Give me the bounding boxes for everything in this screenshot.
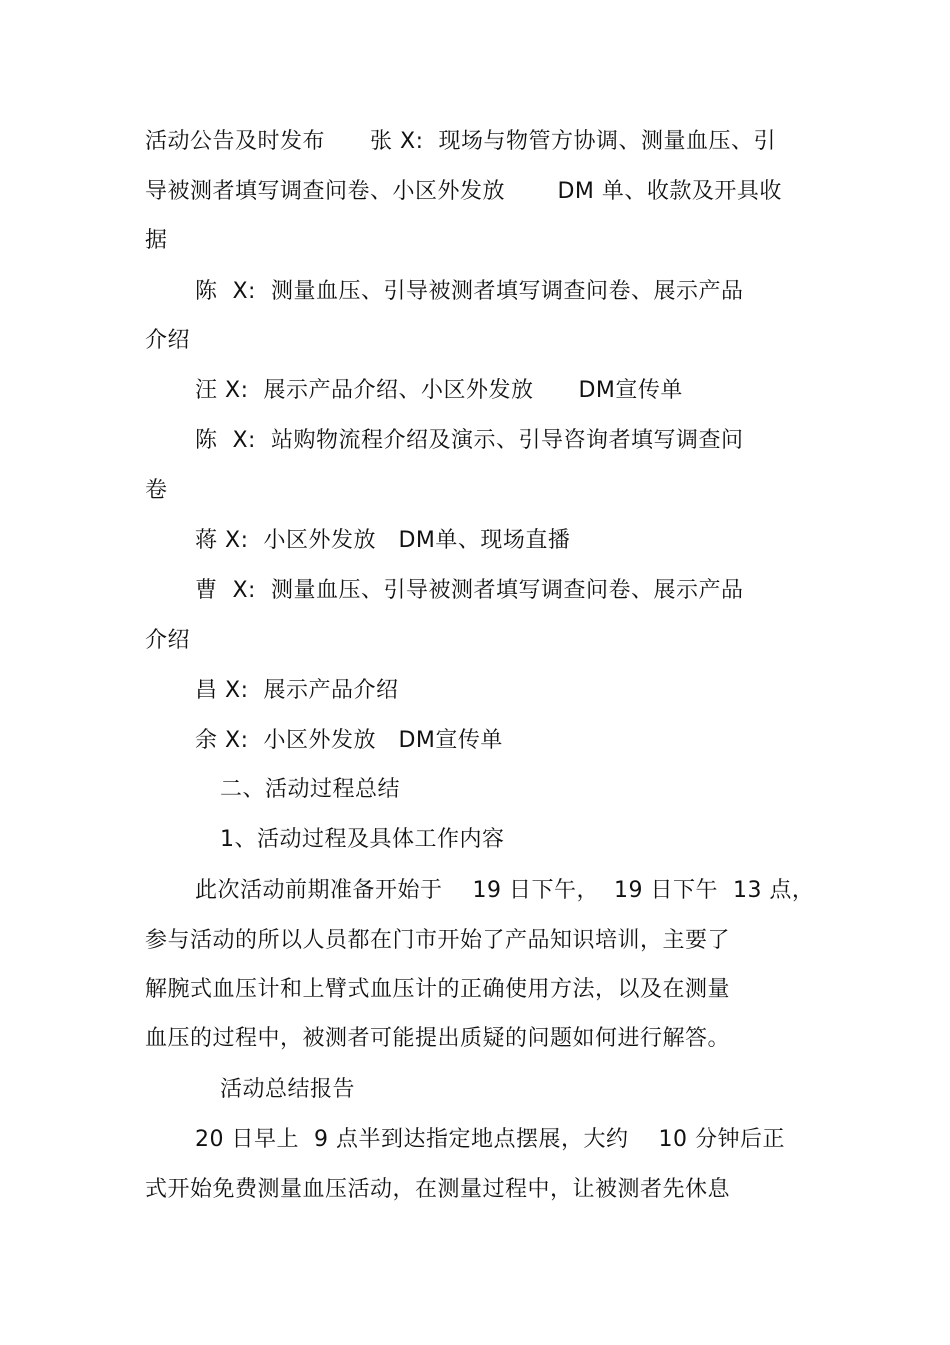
text-line: 介绍 — [145, 328, 191, 353]
section-heading: 二、活动过程总结 — [220, 777, 401, 802]
text-line: 据 — [145, 228, 168, 253]
text-line: 蒋 X: 小区外发放 DM单、现场直播 — [195, 528, 571, 553]
text-line: 导被测者填写调查问卷、小区外发放 DM 单、收款及开具收 — [145, 179, 782, 204]
text-line: 卷 — [145, 478, 168, 503]
text-line: 陈 X: 站购物流程介绍及演示、引导咨询者填写调查问 — [195, 428, 744, 453]
subsection-heading: 1、活动过程及具体工作内容 — [220, 827, 505, 852]
text-line: 介绍 — [145, 628, 191, 653]
text-line: 曹 X: 测量血压、引导被测者填写调查问卷、展示产品 — [195, 578, 744, 603]
text-line: 陈 X: 测量血压、引导被测者填写调查问卷、展示产品 — [195, 279, 744, 304]
text-line: 汪 X: 展示产品介绍、小区外发放 DM宣传单 — [195, 378, 683, 403]
text-line: 参与活动的所以人员都在门市开始了产品知识培训，主要了 — [145, 928, 731, 953]
text-line: 昌 X: 展示产品介绍 — [195, 678, 399, 703]
text-line: 活动公告及时发布 张 X: 现场与物管方协调、测量血压、引 — [145, 129, 776, 154]
text-line: 20 日早上 9 点半到达指定地点摆展，大约 10 分钟后正 — [195, 1127, 785, 1152]
text-line: 血压的过程中，被测者可能提出质疑的问题如何进行解答。 — [145, 1026, 731, 1051]
text-line: 此次活动前期准备开始于 19 日下午， 19 日下午 13 点， — [195, 878, 815, 903]
text-line: 式开始免费测量血压活动，在测量过程中，让被测者先休息 — [145, 1177, 731, 1202]
text-line: 解腕式血压计和上臂式血压计的正确使用方法，以及在测量 — [145, 977, 731, 1002]
text-line: 余 X: 小区外发放 DM宣传单 — [195, 728, 503, 753]
report-heading: 活动总结报告 — [220, 1077, 356, 1102]
